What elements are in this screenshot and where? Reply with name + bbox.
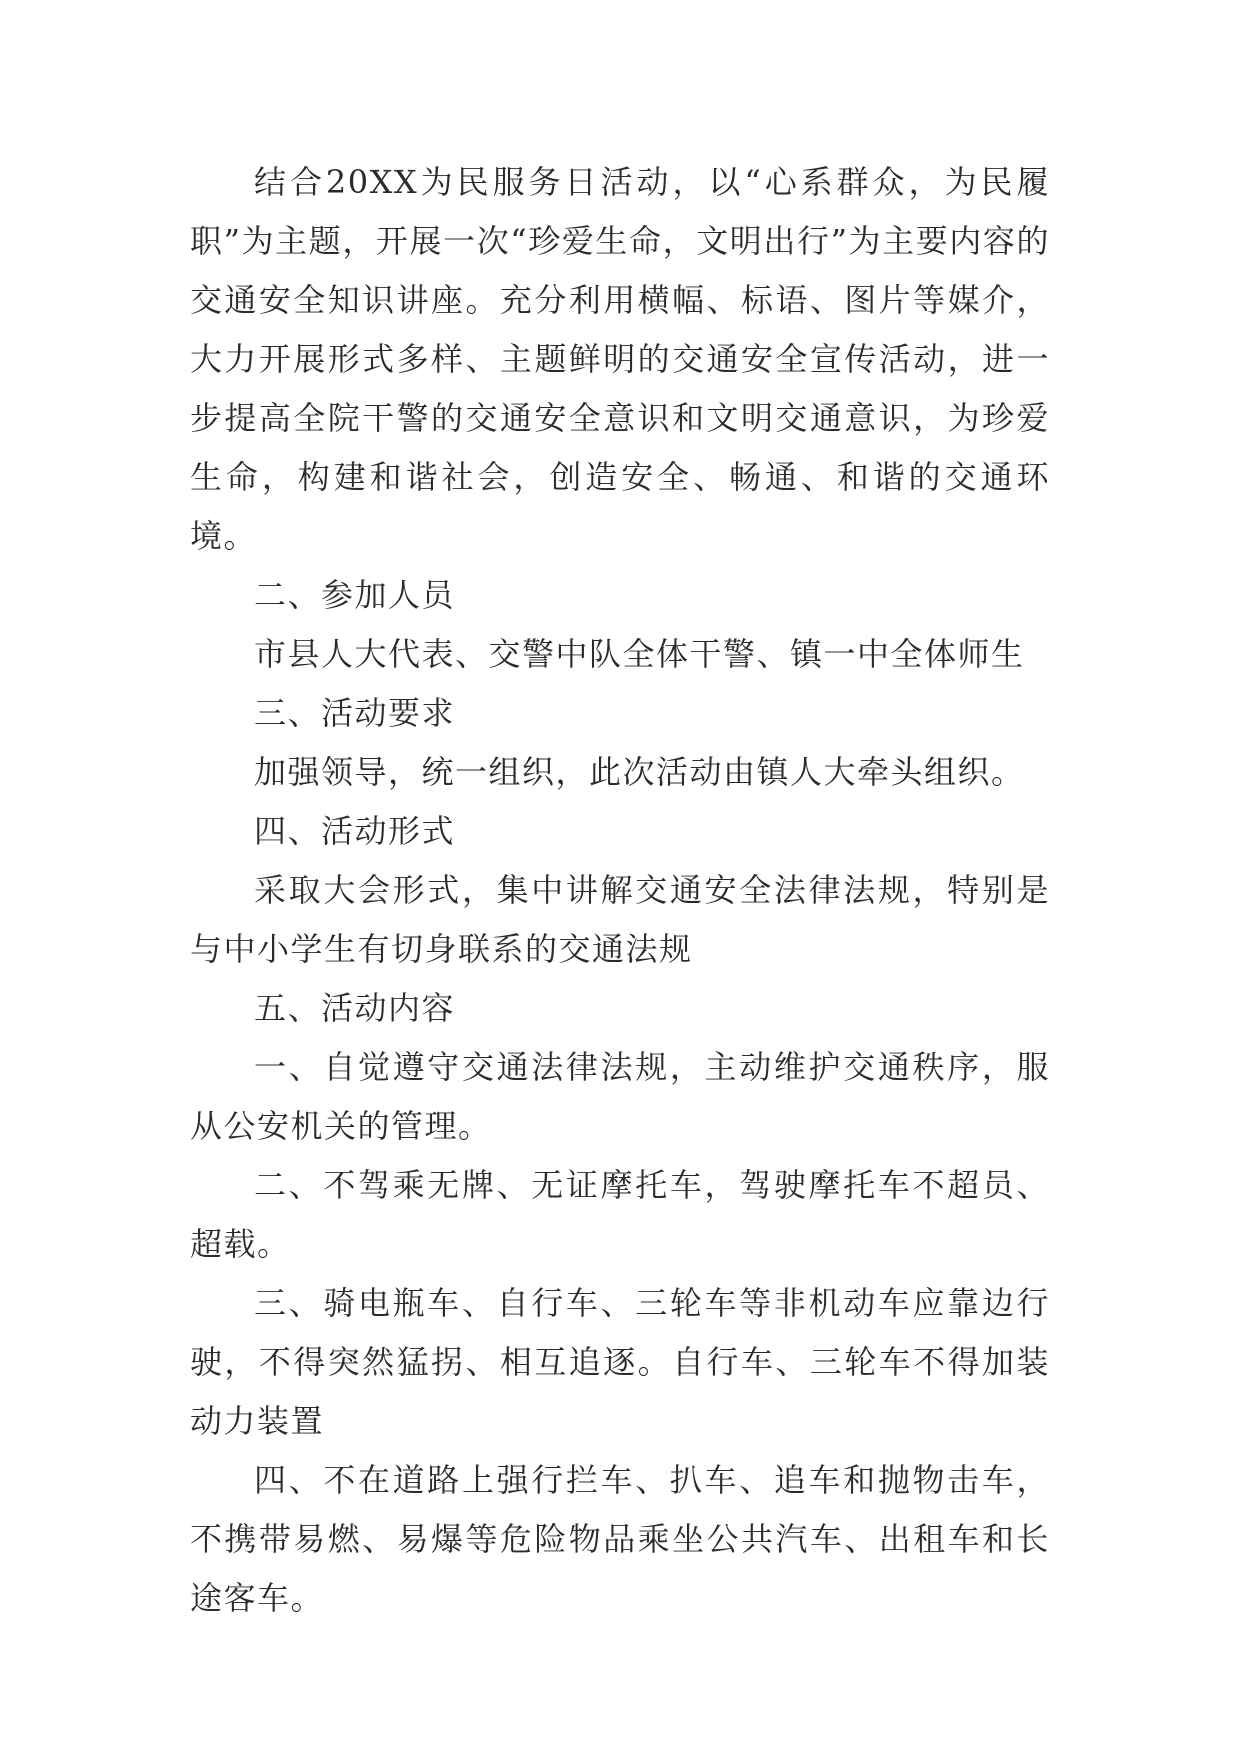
content-item-3: 三、骑电瓶车、自行车、三轮车等非机动车应靠边行驶，不得突然猛拐、相互追逐。自行车、三轮车不得加装动力装置 — [190, 1284, 1050, 1440]
intro-paragraph: 结合20XX为民服务日活动，以“心系群众，为民履职”为主题，开展一次“珍爱生命，文明出行”为主要内容的交通安全知识讲座。充分利用横幅、标语、图片等媒介，大力开展形式多样、主题鲜明的交通安全宣传活动，进一步提高全院干警的交通安全意识和文明交通意识，为珍爱生命，构建和谐社会，创造安全、畅通、和谐的交通环境。 — [190, 163, 1050, 555]
format-paragraph: 采取大会形式，集中讲解交通安全法律法规，特别是与中小学生有切身联系的交通法规 — [190, 871, 1050, 968]
requirements-paragraph: 加强领导，统一组织，此次活动由镇人大牵头组织。 — [254, 753, 1025, 791]
content-item-4: 四、不在道路上强行拦车、扒车、追车和抛物击车，不携带易燃、易爆等危险物品乘坐公共汽车、出租车和长途客车。 — [190, 1461, 1050, 1617]
content-item-2: 二、不驾乘无牌、无证摩托车，驾驶摩托车不超员、超载。 — [190, 1166, 1050, 1263]
section-heading-participants: 二、参加人员 — [254, 576, 456, 614]
section-heading-content: 五、活动内容 — [254, 989, 456, 1027]
section-heading-format: 四、活动形式 — [254, 812, 456, 850]
participants-paragraph: 市县人大代表、交警中队全体干警、镇一中全体师生 — [254, 635, 1025, 673]
section-heading-requirements: 三、活动要求 — [254, 694, 456, 732]
document-body — [190, 153, 1050, 1628]
content-item-1: 一、自觉遵守交通法律法规，主动维护交通秩序，服从公安机关的管理。 — [190, 1048, 1050, 1145]
